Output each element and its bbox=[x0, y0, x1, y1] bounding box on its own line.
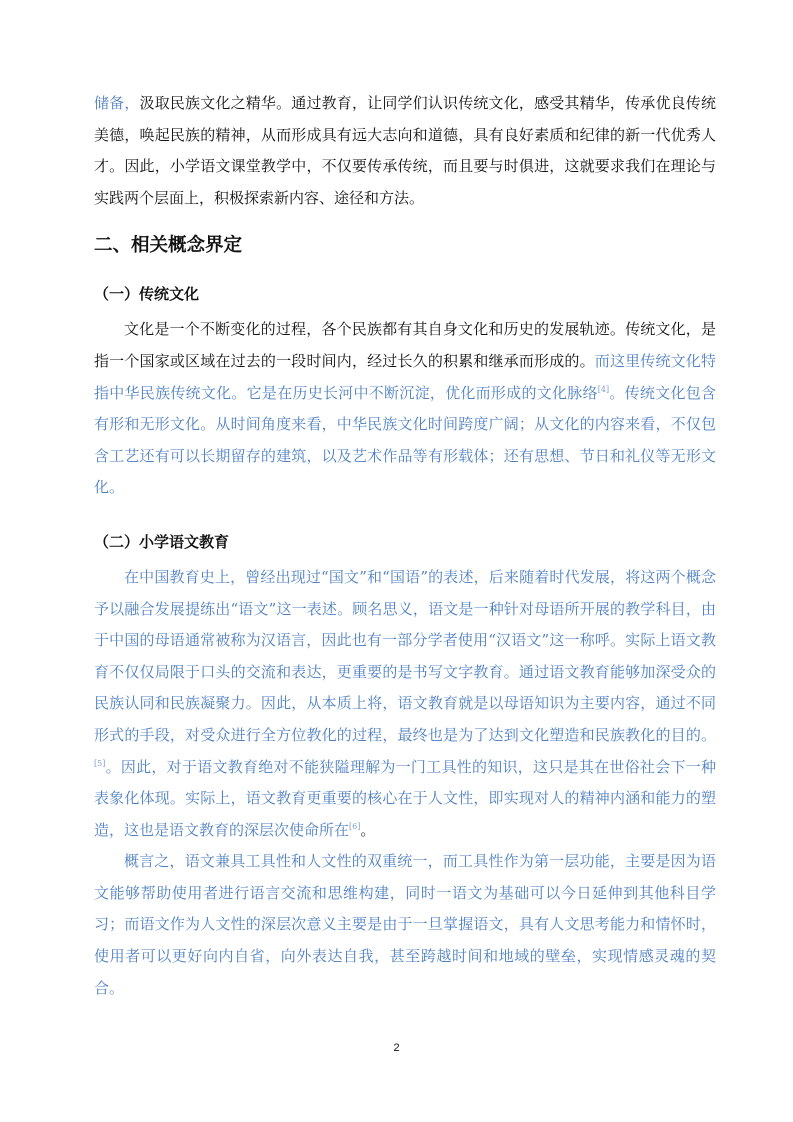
traditional-culture-paragraph bbox=[94, 314, 716, 504]
paragraph-text: 文化是一个不断变化的过程，各个民族都有其自身文化和历史的发展轨迹。传统文化，是指一个国家或区域在过去的一段时间内，经过长久的积累和继承而形成的。 bbox=[94, 320, 716, 370]
chinese-education-paragraph-1 bbox=[94, 562, 716, 846]
paragraph-revised-text-2: 。传统文化包含有形和无形文化。从时间角度来看，中华民族文化时间跨度广阔；从文化的内容来看，不仅包含工艺还有可以长期留存的建筑，以及艺术作品等有形载体；还有思想、节日和礼仪等无形文化。 bbox=[94, 383, 716, 497]
paragraph-end-punct: 。 bbox=[360, 820, 376, 839]
citation-4: [4] bbox=[597, 384, 610, 394]
intro-blue-lead: 储备， bbox=[94, 94, 140, 112]
subsection-heading-chinese-education: （二）小学语文教育 bbox=[94, 532, 230, 551]
document-page bbox=[94, 88, 716, 1004]
paragraph-revised-text: 而这里传统文化特指中华民族传统文化。它是在历史长河中不断沉淀，优化而形成的文化脉络 bbox=[94, 351, 716, 402]
chinese-education-paragraph-2 bbox=[94, 846, 716, 1004]
citation-5: [5] bbox=[94, 758, 106, 768]
citation-6: [6] bbox=[349, 821, 361, 831]
section-heading: 二、相关概念界定 bbox=[94, 235, 243, 257]
page-number: 2 bbox=[393, 1042, 400, 1054]
intro-paragraph bbox=[94, 88, 716, 214]
paragraph-revised-text-2: 。因此，对于语文教育绝对不能狭隘理解为一门工具性的知识，这只是其在世俗社会下一种表象化体现。实际上，语文教育更重要的核心在于人文性，即实现对人的精神内涵和能力的塑造，这也是语文教育的深层次使命所在 bbox=[94, 757, 716, 839]
intro-text: 汲取民族文化之精华。通过教育，让同学们认识传统文化，感受其精华，传承优良传统美德，唤起民族的精神，从而形成具有远大志向和道德，具有良好素质和纪律的新一代优秀人才。因此，小学语文课堂教学中，不仅要传承传统，而且要与时俱进，这就要求我们在理论与实践两个层面上，积极探索新内容、途径和方法。 bbox=[94, 94, 716, 207]
paragraph-revised-text: 在中国教育史上，曾经出现过“国文”和“国语”的表述，后来随着时代发展，将这两个概念予以融合发展提练出“语文”这一表述。顾名思义，语文是一种针对母语所开展的教学科目，由于中国的母语通常被称为汉语言，因此也有一部分学者使用“汉语文”这一称呼。实际上语文教育不仅仅局限于口头的交流和表达，更重要的是书写文字教育。通过语文教育能够加深受众的民族认同和民族凝聚力。因此，从本质上将，语文教育就是以母语知识为主要内容，通过不同形式的手段，对受众进行全方位教化的过程，最终也是为了达到文化塑造和民族教化的目的。 bbox=[94, 567, 716, 744]
paragraph-revised-text: 概言之，语文兼具工具性和人文性的双重统一，而工具性作为第一层功能，主要是因为语文能够帮助使用者进行语言交流和思维构建，同时一语文为基础可以今日延伸到其他科目学习；而语文作为人文性的深层次意义主要是由于一旦掌握语文，具有人文思考能力和情怀时，使用者可以更好向内自省，向外表达自我，甚至跨越时间和地域的壁垒，实现情感灵魂的契合。 bbox=[94, 852, 716, 997]
subsection-heading-traditional-culture: （一）传统文化 bbox=[94, 285, 200, 304]
